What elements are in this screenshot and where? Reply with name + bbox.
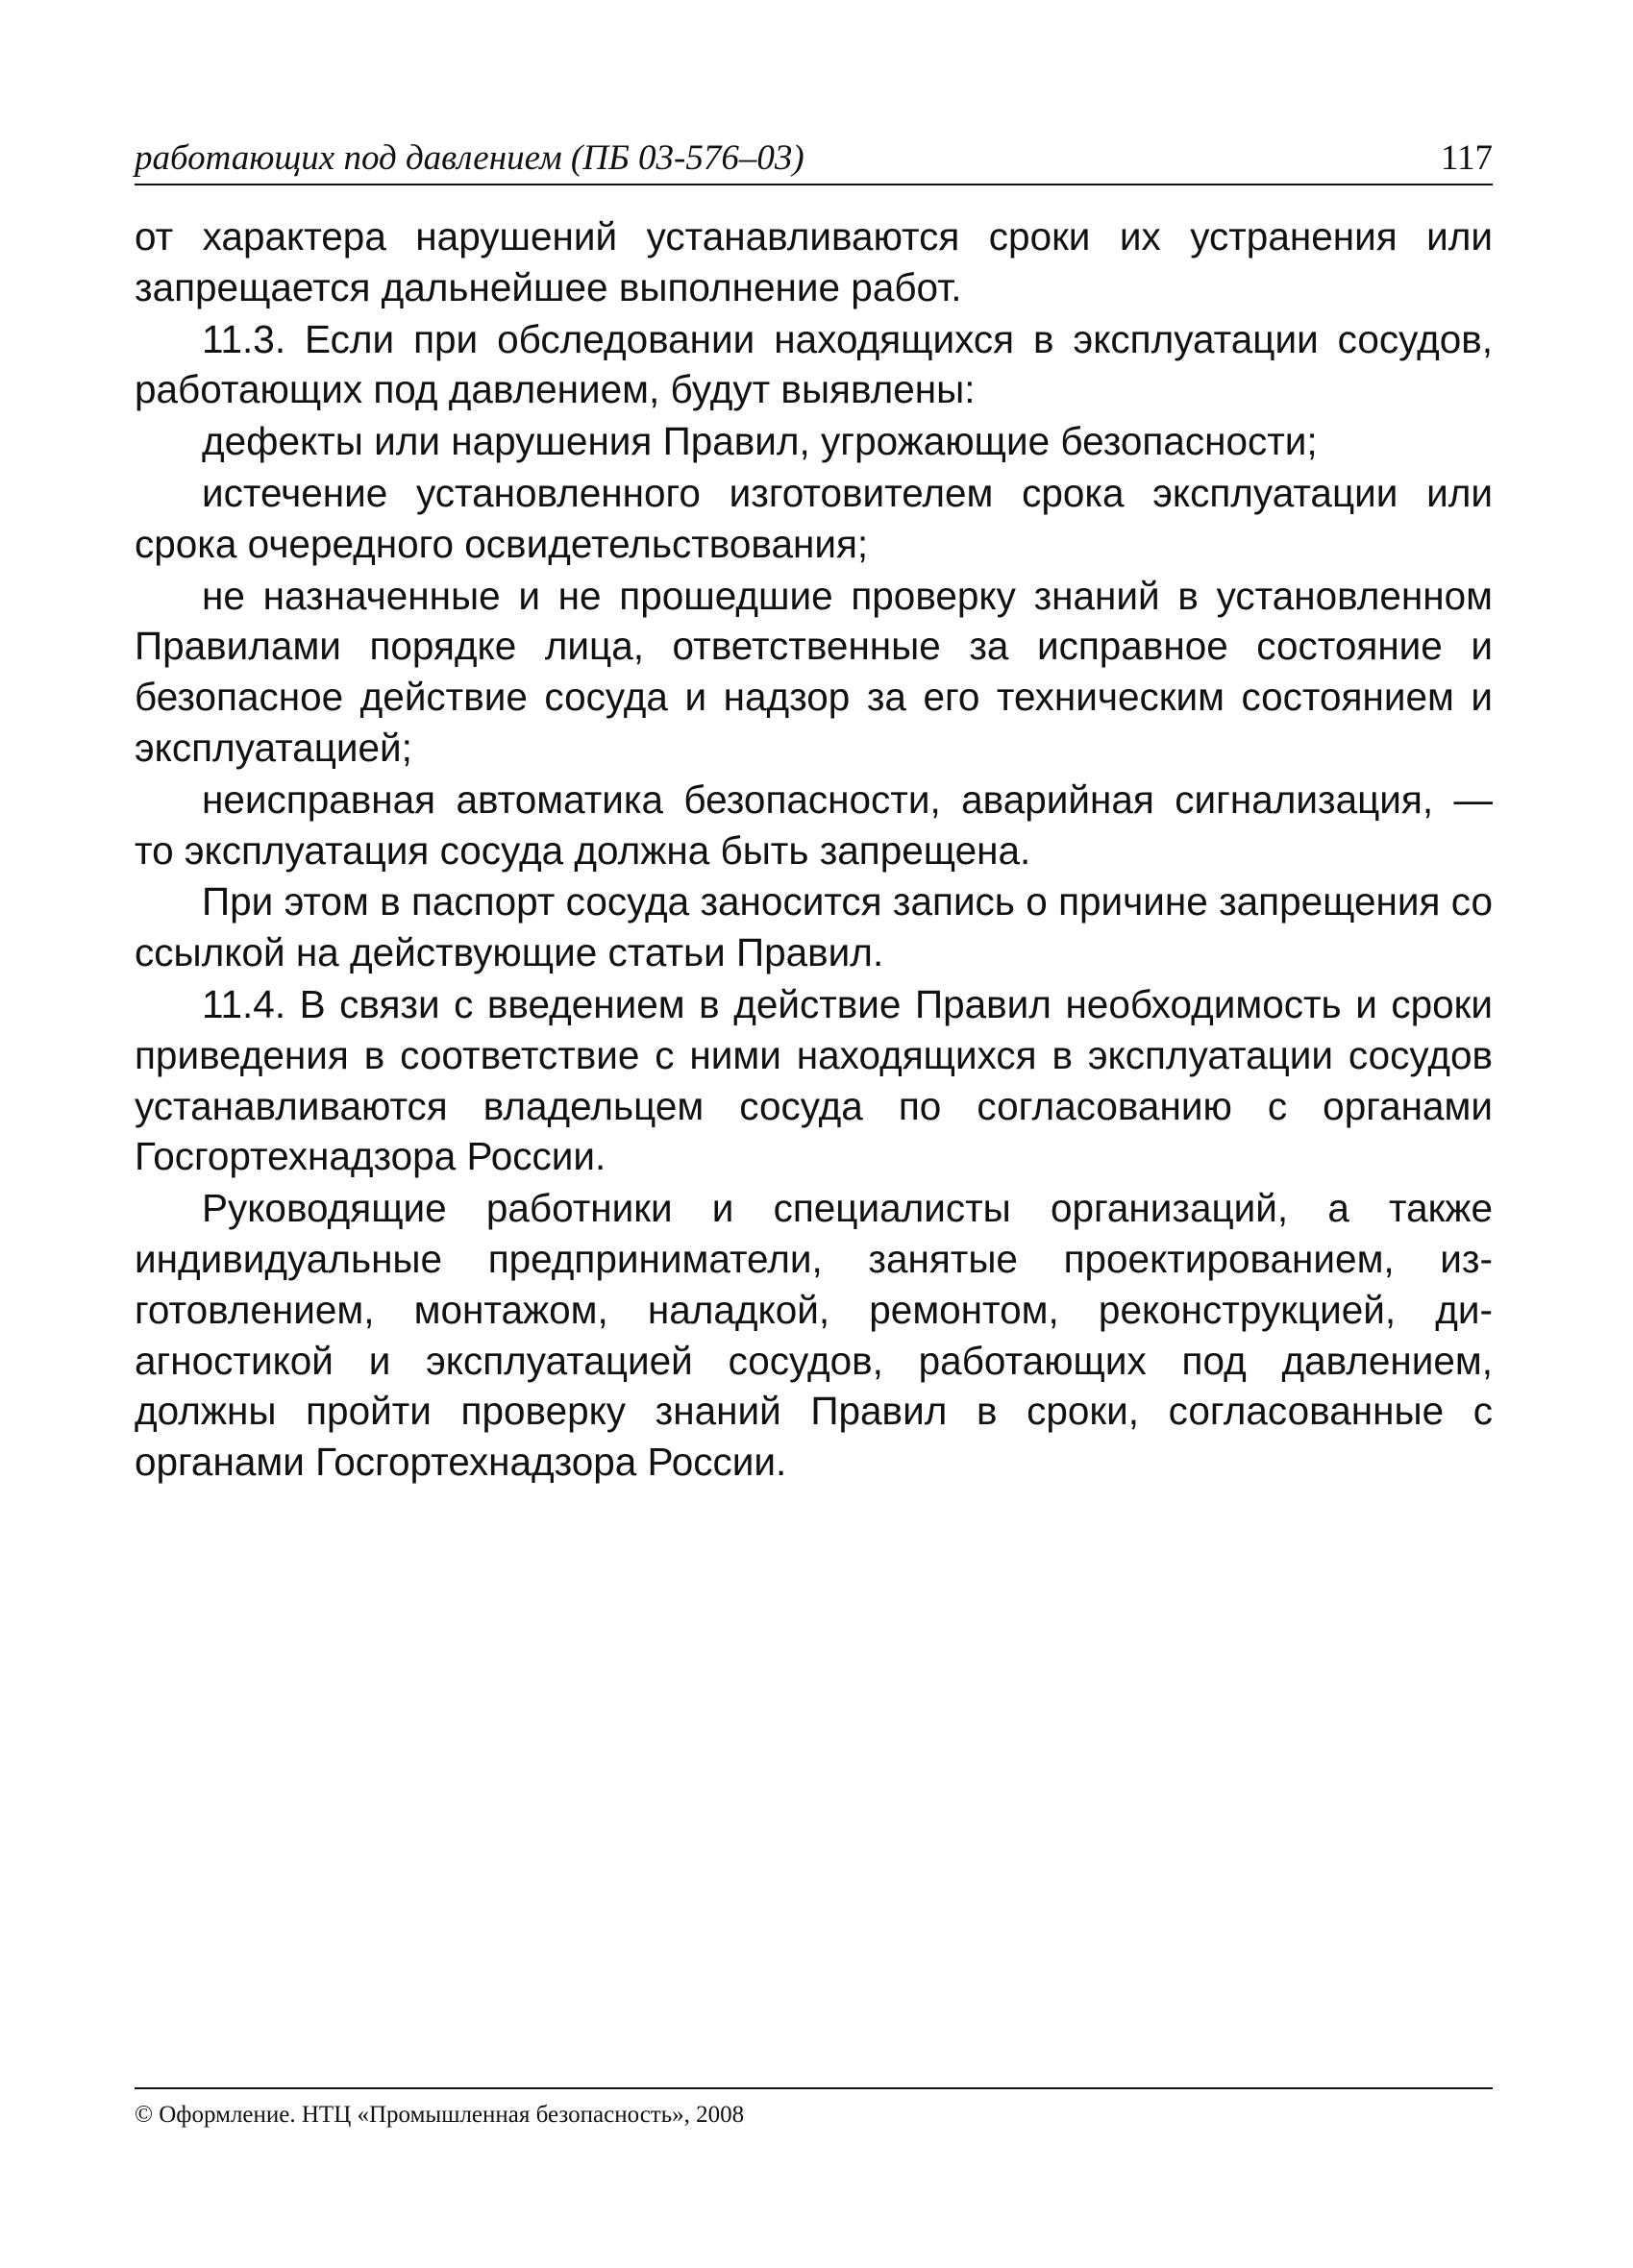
running-header <box>135 135 1493 186</box>
footer-rule <box>135 2087 1493 2089</box>
paragraph-continuation: от характера нарушений устанавливаются сроки их устранения или запрещается дальнейшее выполнение работ. <box>135 214 1493 309</box>
paragraph-safety-automation: неисправная автоматика безопасности, аварийная сигнализация, — то эксплуатация сосуда должна быть запрещена. <box>135 777 1493 873</box>
running-title: работающих под давлением (ПБ 03-576–03) <box>135 138 804 178</box>
paragraph-11-4: 11.4. В связи с введением в действие Правил необходимость и сроки приведения в соответствие с ними находящихся в эксплуатации сосудов устанавливаются владельцем сосуда по согласованию с органами Госгортехнадзора России. <box>135 981 1493 1179</box>
header-rule <box>135 184 1493 185</box>
page-number: 117 <box>1440 138 1493 178</box>
paragraph-expiry: истечение установленного изготовителем срока эксплуатации или срока очередного освидетельствования; <box>135 470 1493 566</box>
paragraph-passport-record: При этом в паспорт сосуда заносится запись о причине запрещения со ссылкой на действующие статьи Правил. <box>135 879 1493 975</box>
paragraph-responsible-persons: не назначенные и не прошедшие проверку знаний в установленном Правилами порядке лица, ответственные за исправное состояние и безопасное действие сосуда и надзор за его техническим состоянием и эксплуатацией; <box>135 573 1493 770</box>
paragraph-11-3: 11.3. Если при обследовании находящихся в эксплуатации сосудов, работающих под давлением, будут выявлены: <box>135 316 1493 412</box>
body-text <box>135 211 1493 1489</box>
footer-copyright: © Оформление. НТЦ «Промышленная безопасность», 2008 <box>135 2102 745 2128</box>
paragraph-defects: дефекты или нарушения Правил, угрожающие безопасности; <box>202 419 1318 464</box>
paragraph-knowledge-check: Руководящие работники и специалисты организаций, а также индивидуальные предприниматели, занятые проектированием, изготовлением, монтажом, наладкой, ремонтом, реконструкцией, диагностикой и эксплуатацией сосудов, работающих под давлением, должны пройти проверку знаний Правил в сроки, согласованные с органами Госгортехнадзора России. <box>135 1186 1493 1485</box>
